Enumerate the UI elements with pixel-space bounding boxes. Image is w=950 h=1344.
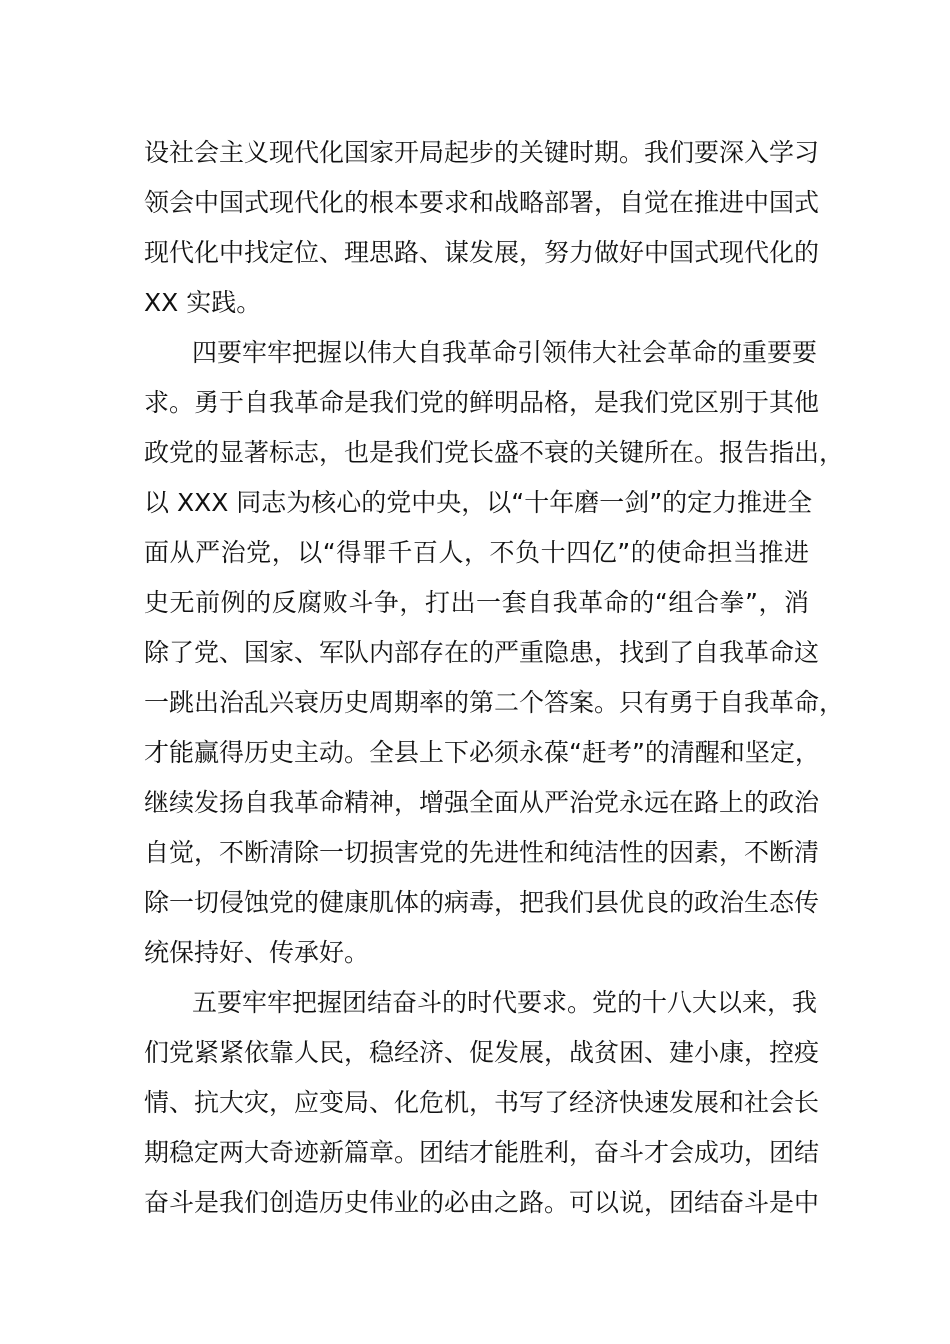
paragraph-line: 才能赢得历史主动。全县上下必须永葆“赶考”的清醒和坚定，: [144, 738, 820, 767]
paragraph-line: 期稳定两大奇迹新篇章。团结才能胜利，奋斗才会成功，团结: [144, 1138, 820, 1167]
paragraph-line: 自觉，不断清除一切损害党的先进性和纯洁性的因素，不断清: [144, 838, 820, 867]
paragraph-line: 现代化中找定位、理思路、谋发展，努力做好中国式现代化的: [144, 238, 820, 267]
paragraph-line: 五要牢牢把握团结奋斗的时代要求。党的十八大以来，我: [192, 988, 818, 1017]
paragraph-line: 政党的显著标志，也是我们党长盛不衰的关键所在。报告指出，: [144, 438, 845, 467]
paragraph-line: 史无前例的反腐败斗争，打出一套自我革命的“组合拳”，消: [144, 588, 809, 617]
paragraph-line: 面从严治党，以“得罪千百人，不负十四亿”的使命担当推进: [144, 538, 809, 567]
paragraph-line: 情、抗大灾，应变局、化危机，书写了经济快速发展和社会长: [144, 1088, 820, 1117]
paragraph-line: 继续发扬自我革命精神，增强全面从严治党永远在路上的政治: [144, 788, 820, 817]
paragraph-line: 一跳出治乱兴衰历史周期率的第二个答案。只有勇于自我革命，: [144, 688, 845, 717]
paragraph-line: 统保持好、传承好。: [144, 938, 370, 967]
paragraph-line: 以 XXX 同志为核心的党中央，以“十年磨一剑”的定力推进全: [144, 488, 813, 517]
paragraph-line: 四要牢牢把握以伟大自我革命引领伟大社会革命的重要要: [192, 338, 818, 367]
paragraph-line: 设社会主义现代化国家开局起步的关键时期。我们要深入学习: [144, 138, 820, 167]
paragraph-line: 除一切侵蚀党的健康肌体的病毒，把我们县优良的政治生态传: [144, 888, 820, 917]
paragraph-line: 除了党、国家、军队内部存在的严重隐患，找到了自我革命这: [144, 638, 820, 667]
paragraph-line: 求。勇于自我革命是我们党的鲜明品格，是我们党区别于其他: [144, 388, 820, 417]
paragraph-line: 领会中国式现代化的根本要求和战略部署，自觉在推进中国式: [144, 188, 820, 217]
paragraph-line: 奋斗是我们创造历史伟业的必由之路。可以说，团结奋斗是中: [144, 1188, 820, 1217]
paragraph-line: 们党紧紧依靠人民，稳经济、促发展，战贫困、建小康，控疫: [144, 1038, 820, 1067]
paragraph-line: XX 实践。: [144, 288, 262, 317]
